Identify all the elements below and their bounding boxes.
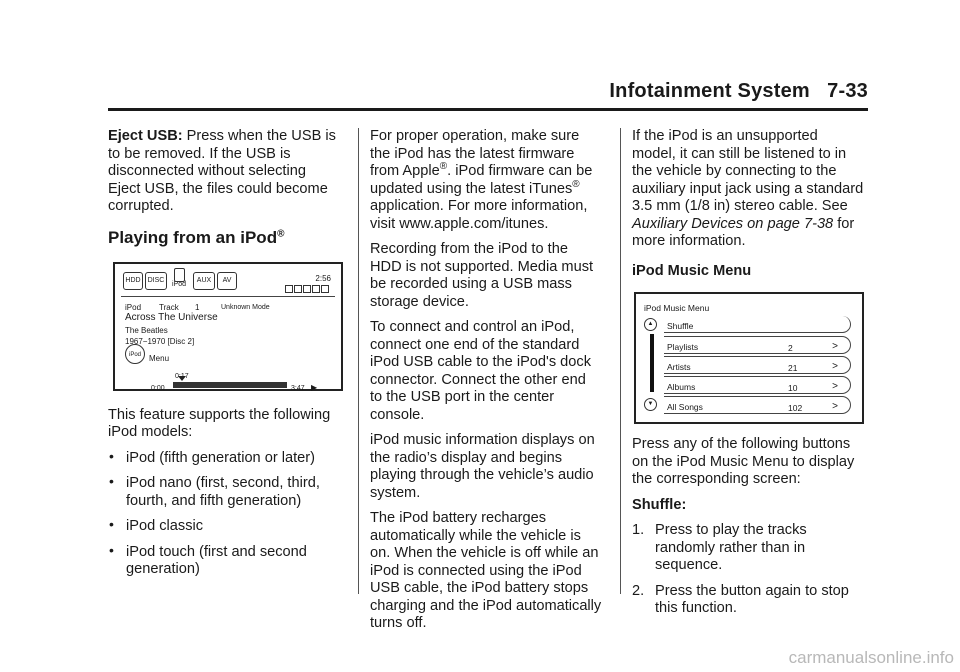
eject-usb-text: Press when the USB is to be removed. If the USB is disconnected without selecting Eject USB, the files could become corrupted. <box>108 128 336 214</box>
battery-paragraph: The iPod battery recharges automatically while the vehicle is on. When the vehicle is off while an iPod is connected using the iPod USB cable, the iPod battery stops charging and the iPod automatically turns off. <box>370 510 602 631</box>
song-title: Across The Universe <box>125 311 218 323</box>
firmware-paragraph: For proper operation, make sure the iPod has the latest firmware from Apple®. iPod firmware can be updated using the latest iTunes® application. For more information, visit www.apple.com/itunes. <box>370 128 593 232</box>
list-item: 2. Press the button again to stop this function. <box>632 582 849 616</box>
av-button[interactable]: AV <box>217 272 237 290</box>
eject-usb-term: Eject USB: <box>108 128 183 144</box>
shuffle-heading: Shuffle: <box>632 496 687 513</box>
list-item: 1. Press to play the tracks randomly rather than in sequence. <box>632 522 807 573</box>
shuffle-steps <box>632 522 864 618</box>
status-icon <box>312 285 320 293</box>
progress-marker <box>178 376 186 381</box>
track-label: Track <box>159 302 179 312</box>
menu-button[interactable]: Menu <box>149 353 170 363</box>
elapsed-time: 0:17 <box>175 372 189 380</box>
status-icons <box>285 282 333 291</box>
ipod-music-menu-figure <box>634 292 864 424</box>
column-2 <box>370 128 602 641</box>
page-header <box>108 80 868 108</box>
disc-button[interactable]: DISC <box>145 272 167 290</box>
album-name: 1967−1970 [Disc 2] <box>125 336 195 346</box>
track-number: 1 <box>195 302 200 312</box>
menu-item-albums[interactable]: Albums 10 > <box>664 376 851 394</box>
display-paragraph: iPod music information displays on the radio’s display and begins playing through the vehicle’s audio system. <box>370 432 595 501</box>
recording-paragraph: Recording from the iPod to the HDD is not supported. Media must be recorded using a USB mass storage device. <box>370 241 594 310</box>
menu-item-artists[interactable]: Artists 21 > <box>664 356 851 374</box>
scroll-up-icon[interactable]: ▲ <box>644 318 657 331</box>
header-rule <box>108 108 868 111</box>
source-label: iPod <box>125 302 142 312</box>
menu-item-shuffle[interactable]: Shuffle <box>664 316 851 333</box>
watermark: carmanualsonline.info <box>788 648 954 667</box>
list-item: • iPod nano (first, second, third, fourth, and fifth generation) <box>108 475 340 510</box>
menu-title: iPod Music Menu <box>644 303 710 313</box>
column-3 <box>632 128 864 626</box>
status-icon <box>294 285 302 293</box>
status-icon <box>321 285 329 293</box>
ipod-music-menu-heading: iPod Music Menu <box>632 262 752 279</box>
connect-paragraph: To connect and control an iPod, connect one end of the standard iPod USB cable to the iPod's dock connector. Connect the other end to the USB port in the center console. <box>370 319 592 423</box>
ipod-button[interactable]: iPod <box>171 268 187 290</box>
press-buttons-paragraph: Press any of the following buttons on the iPod Music Menu to display the corresponding screen: <box>632 436 855 487</box>
ipod-circle-button[interactable]: iPod <box>125 344 145 364</box>
divider <box>121 296 335 297</box>
aux-button[interactable]: AUX <box>193 272 215 290</box>
list-item: • iPod touch (first and second generation) <box>108 544 340 579</box>
list-item: • iPod classic <box>108 518 340 536</box>
end-time: 3:47 <box>291 384 305 392</box>
status-icon <box>285 285 293 293</box>
status-icon <box>303 285 311 293</box>
progress-bar[interactable] <box>173 382 287 388</box>
column-divider-2 <box>620 128 621 594</box>
clock: 2:56 <box>315 273 331 283</box>
mode-label: Unknown Mode <box>221 303 270 311</box>
column-divider-1 <box>358 128 359 594</box>
ipod-icon <box>174 268 185 282</box>
menu-item-all-songs[interactable]: All Songs 102 > <box>664 396 851 414</box>
column-1 <box>108 128 340 587</box>
eject-usb-paragraph <box>108 128 340 216</box>
list-item: • iPod (fifth generation or later) <box>108 450 340 468</box>
chevron-right-icon: > <box>832 361 838 372</box>
ipod-model-list <box>108 450 340 579</box>
supports-paragraph: This feature supports the following iPod models: <box>108 406 331 440</box>
start-time: 0:00 <box>151 384 165 392</box>
radio-display-figure <box>113 262 343 391</box>
chevron-right-icon: > <box>832 401 838 412</box>
menu-item-playlists[interactable]: Playlists 2 > <box>664 336 851 354</box>
artist-name: The Beatles <box>125 325 168 335</box>
unsupported-paragraph: If the iPod is an unsupported model, it can still be listened to in the vehicle by connecting to the auxiliary input jack using a standard 3.5 mm (1/8 in) stereo cable. See Auxiliary Devices on page 7-38 for more information. <box>632 128 864 249</box>
play-icon[interactable]: ▶ <box>311 382 318 392</box>
cross-reference-link[interactable]: Auxiliary Devices on page 7-38 <box>632 215 834 232</box>
section-heading-ipod: Playing from an iPod® <box>108 227 285 247</box>
chevron-right-icon: > <box>832 341 838 352</box>
hdd-button[interactable]: HDD <box>123 272 143 290</box>
scrollbar[interactable] <box>650 334 654 392</box>
scroll-down-icon[interactable]: ▼ <box>644 398 657 411</box>
chevron-right-icon: > <box>832 381 838 392</box>
page-title: Infotainment System 7-33 <box>609 80 868 102</box>
